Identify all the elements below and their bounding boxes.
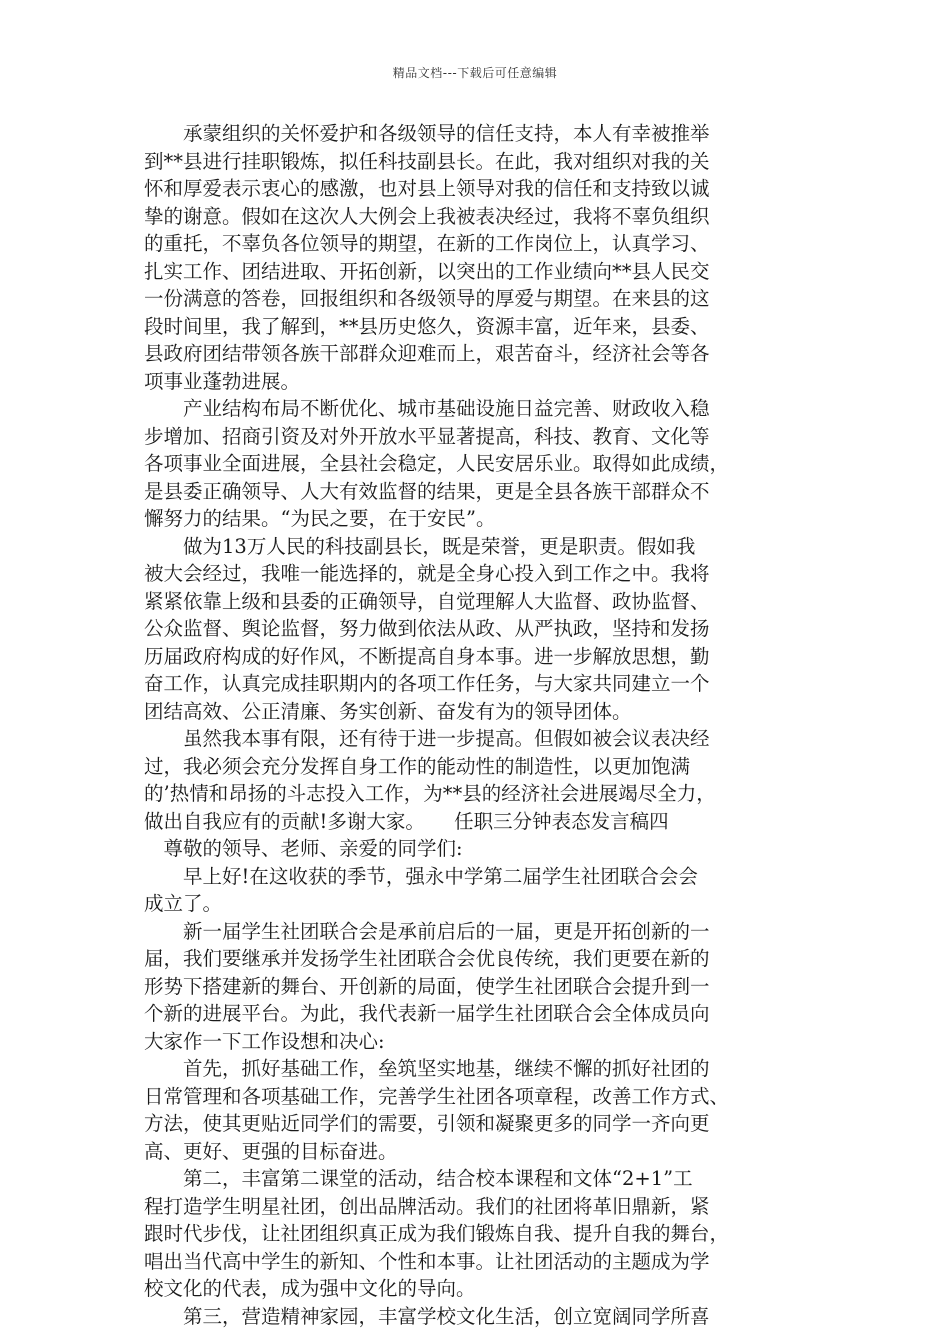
- text-line: 程打造学生明星社团，创出品牌活动。我们的社团将革旧鼎新，紧: [144, 1194, 710, 1218]
- text-line: 奋工作，认真完成挂职期内的各项工作任务，与大家共同建立一个: [144, 672, 710, 695]
- text-line: 的重托，不辜负各位领导的期望，在新的工作岗位上，认真学习、: [144, 232, 710, 255]
- text-line: 挚的谢意。假如在这次人大例会上我被表决经过，我将不辜负组织: [144, 204, 710, 228]
- text-line: 团结高效、公正清廉、务实创新、奋发有为的领导团体。: [144, 699, 632, 723]
- text-line: 项事业蓬勃进展。: [144, 369, 301, 393]
- text-line: 扎实工作、团结进取、开拓创新，以突出的工作业绩向**县人民交: [144, 259, 710, 283]
- text-line: 怀和厚爱表示衷心的感激，也对县上领导对我的信任和支持致以诚: [144, 177, 710, 200]
- text-line: 懈努力的结果。“为民之要，在于安民”。: [144, 507, 496, 530]
- text-line: 早上好!在这收获的季节，强永中学第二届学生社团联合会会: [144, 864, 698, 888]
- text-line: 公众监督、舆论监督，努力做到依法从政、从严执政，坚持和发扬: [144, 617, 710, 640]
- text-line: 跟时代步伐，让社团组织真正成为我们锻炼自我、提升自我的舞台，: [144, 1222, 730, 1245]
- text-line: 届，我们要继承并发扬学生社团联合会优良传统，我们更要在新的: [144, 947, 710, 970]
- text-line: 尊敬的领导、老师、亲爱的同学们:: [144, 837, 463, 860]
- text-line: 过，我必须会充分发挥自身工作的能动性的制造性，以更加饱满: [144, 754, 691, 778]
- text-line: 第三，营造精神家园，丰富学校文化生活，创立宽阔同学所喜: [144, 1304, 710, 1328]
- text-line: 日常管理和各项基础工作，完善学生社团各项章程，改善工作方式、: [144, 1084, 730, 1108]
- text-line: 第二，丰富第二课堂的活动，结合校本课程和文体“2+1”工: [144, 1167, 693, 1190]
- text-line: 到**县进行挂职锻炼，拟任科技副县长。在此，我对组织对我的关: [144, 149, 710, 173]
- text-line: 历届政府构成的好作风，不断提高自身本事。进一步解放思想，勤: [144, 644, 710, 668]
- document-body: [144, 120, 806, 1330]
- text-line: 形势下搭建新的舞台、开创新的局面，使学生社团联合会提升到一: [144, 974, 710, 998]
- text-line: 产业结构布局不断优化、城市基础设施日益完善、财政收入稳: [144, 397, 710, 420]
- text-line: 校文化的代表，成为强中文化的导向。: [144, 1277, 476, 1300]
- text-line: 是县委正确领导、人大有效监督的结果，更是全县各族干部群众不: [144, 479, 710, 503]
- text-line: 新一届学生社团联合会是承前启后的一届，更是开拓创新的一: [144, 919, 710, 943]
- text-line: 唱出当代高中学生的新知、个性和本事。让社团活动的主题成为学: [144, 1249, 710, 1273]
- text-line: 步增加、招商引资及对外开放水平显著提高，科技、教育、文化等: [144, 424, 710, 448]
- text-line: 首先，抓好基础工作，垒筑坚实地基，继续不懈的抓好社团的: [144, 1057, 710, 1080]
- text-line: 做出自我应有的贡献!多谢大家。 任职三分钟表态发言稿四: [144, 809, 669, 833]
- text-line: 被大会经过，我唯一能选择的，就是全身心投入到工作之中。我将: [144, 562, 710, 585]
- text-line: 紧紧依靠上级和县委的正确领导，自觉理解人大监督、政协监督、: [144, 589, 710, 613]
- text-line: 成立了。: [144, 892, 223, 915]
- text-line: 个新的进展平台。为此，我代表新一届学生社团联合会全体成员向: [144, 1002, 710, 1025]
- page-header: 精品文档---下载后可任意编辑: [392, 66, 558, 80]
- text-line: 方法，使其更贴近同学们的需要，引领和凝聚更多的同学一齐向更: [144, 1112, 710, 1135]
- text-line: 高、更好、更强的目标奋进。: [144, 1139, 398, 1163]
- text-line: 虽然我本事有限，还有待于进一步提高。但假如被会议表决经: [144, 727, 710, 750]
- text-line: 的’热情和昂扬的斗志投入工作，为**县的经济社会进展竭尽全力，: [144, 782, 716, 805]
- text-line: 段时间里，我了解到，**县历史悠久，资源丰富，近年来，县委、: [144, 314, 710, 338]
- text-line: 承蒙组织的关怀爱护和各级领导的信任支持，本人有幸被推举: [144, 122, 710, 145]
- text-line: 县政府团结带领各族干部群众迎难而上，艰苦奋斗，经济社会等各: [144, 342, 710, 365]
- text-line: 一份满意的答卷，回报组织和各级领导的厚爱与期望。在来县的这: [144, 287, 710, 310]
- text-line: 各项事业全面进展，全县社会稳定，人民安居乐业。取得如此成绩，: [144, 452, 730, 475]
- text-line: 做为13万人民的科技副县长，既是荣誉，更是职责。假如我: [144, 534, 696, 558]
- text-line: 大家作一下工作设想和决心:: [144, 1029, 385, 1053]
